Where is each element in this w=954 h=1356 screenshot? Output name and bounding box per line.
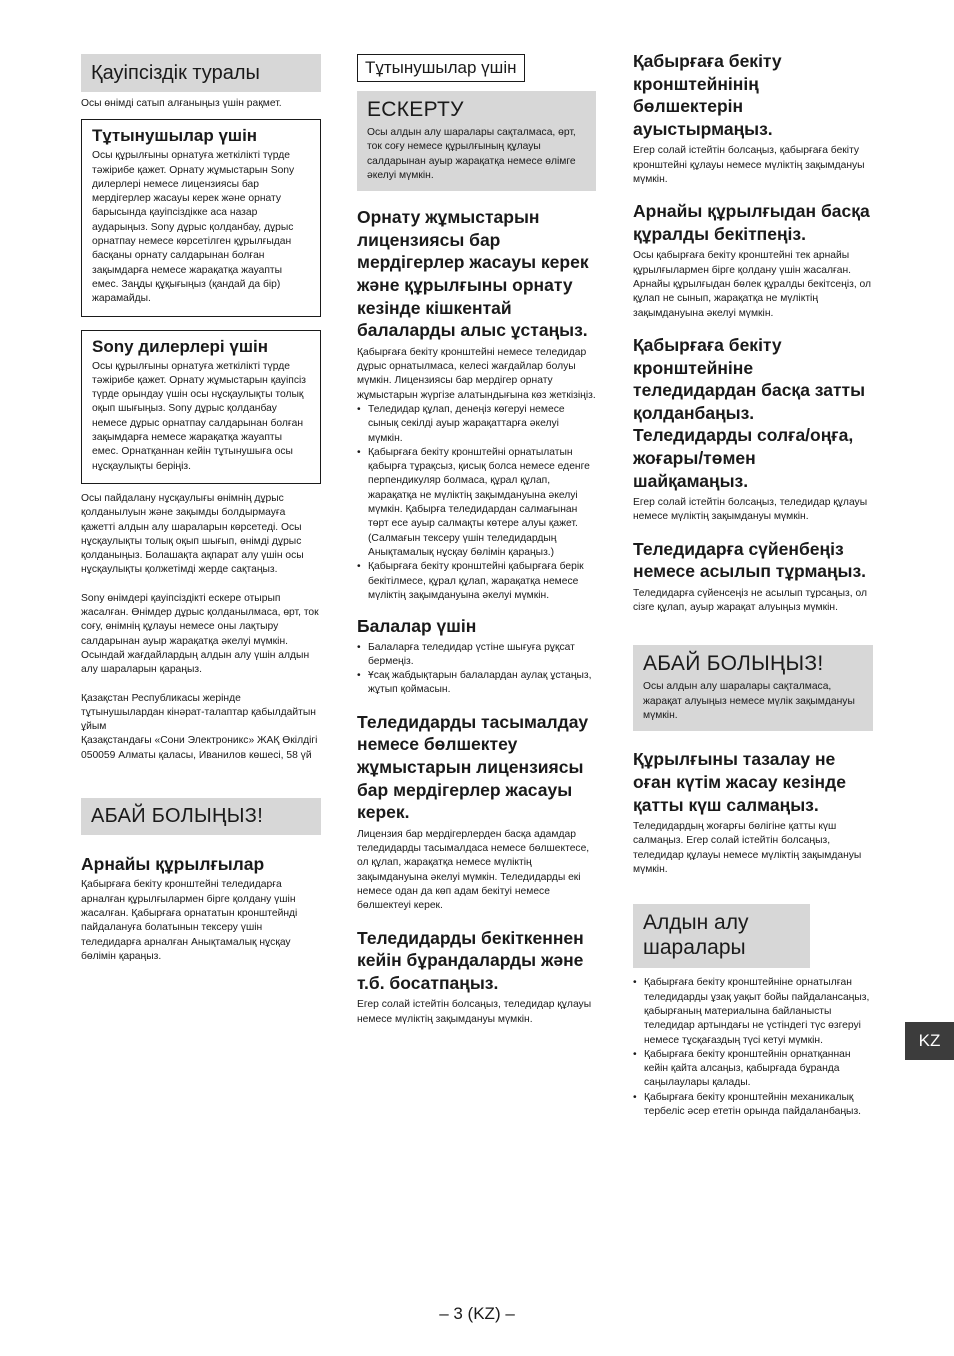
cleaning-title: Құрылғыны тазалау не оған күтім жасау кезінде қатты күш салмаңыз. [633,749,846,815]
safety-paragraph: Sony өнімдері қауіпсіздікті ескере отырып жасалған. Өнімдер дұрыс қолданылмаса, өрт, ток соғу, өнімнің құлауы немесе оны лақтыру салдарынан ауыр жарақатқа әкелуі мүмкін. Осындай жағдайлардың алдын алу үшін алдын алу шараларын қараңыз. [81,592,319,676]
usage-title: Қабырғаға бекіту кронштейніне теледидардан басқа затты қолданбаңыз. Теледидарды солға/оңға, жоғары/төмен шайқамаңыз. [633,334,866,491]
intro-paragraph: Осы пайдалану нұсқаулығы өнімнің дұрыс қолданылуын және зақымды болдырмауға қажетті алдын алу шараларын көрсетеді. Осы нұсқаулықты толық оқып шығып, өнімді дұрыс қолданыңыз. Болашақта ақпарат алу үшін осы нұсқаулықты қолжетімді жерде сақтаңыз. [81,492,304,576]
customers-text: Осы құрылғыны орнатуға жеткілікті түрде тәжірибе қажет. Орнату жұмыстарын Sony дилерлері немесе лицензиясы бар мердігерлер жасауы керек және орнату барысында қауіпсіздікке аса назар аударыңыз. Sony дұрыс қолданбау, дұрыс орнатпау немесе көрсетілген құрылғыдан басқаны орнату салдарынан болған зақымдарға немесе жарақатқа жауапты емес. Заңды құқығыңыз (қандай да бір) жарамайды. [92,150,295,305]
language-tab: KZ [905,1022,954,1060]
customers-title: Тұтынушылар үшін [92,126,258,146]
address-line-2: Қазақстандағы «Сони Электроникс» ЖАҚ Өкілдігі [81,735,318,747]
address-line-3: 050059 Алматы қаласы, Иванилов көшесі, 58 үй [81,749,312,761]
lean-text: Теледидарға сүйенсеңіз не асылып тұрсаңыз, ол сізге құлап, ауыр жарақат алуыңыз мүмкін. [633,587,867,614]
list-item: • Қабырғаға бекіту кронштейні орнатылатын қабырға тұрақсыз, қисық болса немесе еденге перпендикуляр болмаса, құрал құлап, жарақатқа не мүліктің зақымдануына әкелуі мүмкін. Қабырға теледидардан салмағынан төрт есе ауыр салмақты көтере алуы қажет. (Салмағын тексеру үшін теледидардың Анықтамалық нұсқау бөлімін қараңыз.) [357,446,596,560]
children-bullets [357,641,596,698]
parts-title: Қабырғаға бекіту кронштейнінің бөлшектерін ауыстырмаңыз. [633,51,782,139]
list-item: • Теледидар құлап, денеңіз көгеруі немесе сынық секілді ауыр жарақаттарға әкелуі мүмкін. [357,403,596,446]
dealers-text: Осы құрылғыны орнатуға жеткілікті түрде тәжірибе қажет. Орнату жұмыстарын қауіпсіз түрде орындау үшін осы нұсқаулықты толық оқып шығыңыз. Sony дұрыс қолданбау немесе дұрыс орнатпау салдарынан болған зақымдарға немесе жарақатқа жауапты емес. Орнатқаннан кейін тұтынушыға осы нұсқаулықты беріңіз. [92,360,306,472]
warning-text: Осы алдын алу шаралары сақталмаса, өрт, ток соғу немесе құрылғының құлауы салдарынан ауыр жарақатқа немесе өлімге әкелуі мүмкін. [367,127,576,181]
install-title: Орнату жұмыстарын лицензиясы бар мердігерлер жасауы керек және құрылғыны орнату кезінде кішкентай балаларды алыс ұстаңыз. [357,207,589,341]
customers-box [81,119,321,316]
parts-text: Егер солай істейтін болсаңыз, қабырғаға бекіту кронштейні құлауы немесе мүліктің зақымдануы мүмкін. [633,145,865,185]
precautions-title: Алдын алу шаралары [633,904,810,968]
caution-title-left: АБАЙ БОЛЫҢЫЗ! [81,798,321,835]
list-item: • Ұсақ жабдықтарын балалардан аулақ ұстаңыз, жұтып қоймасын. [357,669,596,698]
thanks-text: Осы өнімді сатып алғаныңыз үшін рақмет. [81,98,282,109]
install-bullets [357,403,596,603]
warning-title: ЕСКЕРТУ [367,98,464,121]
customers-tag: Тұтынушылар үшін [357,54,525,82]
caution-text-right: Осы алдын алу шаралары сақталмаса, жарақат алуыңыз немесе мүлік зақымдануы мүмкін. [643,681,855,722]
dealers-title: Sony дилерлері үшін [92,336,268,356]
special-devices-text: Қабырғаға бекіту кронштейні теледидарға арналған құрылғылармен бірге қолдану үшін жасалған. Қабырғаға орнататын кронштейнді пайдалануға болатынын тексеру үшін теледидарға арналған Анықтамалық нұсқау бөлімін қараңыз. [81,879,298,962]
screws-text: Егер солай істейтін болсаңыз, теледидар құлауы немесе мүліктің зақымдануы мүмкін. [357,999,592,1025]
special-devices-title: Арнайы құрылғылар [81,853,265,874]
list-item: • Қабырғаға бекіту кронштейнін орнатқаннан кейін қайта алсаңыз, қабырғада бұранда саңылаулары қалады. [633,1048,873,1091]
install-text: Қабырғаға бекіту кронштейні немесе теледидар дұрыс орнатылмаса, келесі жағдайлар болуы мүмкін. Лицензиясы бар мердігер орнату жұмыстарын жүргізе алатындығына көз жеткізіңіз. [357,346,596,401]
cleaning-text: Теледидардың жоғарғы бөлігіне қатты күш салмаңыз. Егер солай істейтін болсаңыз, теледидар құлауы немесе мүліктің зақымдануы мүмкін. [633,821,862,876]
list-item: • Балаларға теледидар үстіне шығуға рұқсат бермеңіз. [357,641,596,670]
other-device-text: Осы қабырғаға бекіту кронштейні тек арнайы құрылғылармен бірге қолдану үшін жасалған. Арнайы құрылғыдан бөлек құралды бекітсеңіз, ол құлап не сынып, жарақатқа не мүліктің зақымдануына әкелуі мүмкін. [633,250,872,319]
page-number: – 3 (KZ) – [439,1304,515,1323]
children-title: Балалар үшін [357,616,477,637]
list-item: • Қабырғаға бекіту кронштейні қабырғаға берік бекітілмесе, құрал құлап, жарақатқа немесе мүліктің зақымдануына әкелуі мүмкін. [357,560,596,603]
warning-box [357,91,596,191]
precautions-bullets [633,976,873,1119]
transport-text: Лицензия бар мердігерлерден басқа адамдар теледидарды тасымалдаса немесе бөлшектесе, ол құлап, жарақатқа немесе мүліктің зақымдануына әкелуі мүмкін. Теледидарды екі немесе одан да көп адам бекітуі немесе бөлшектеуі керек. [357,828,590,912]
dealers-box [81,330,321,484]
transport-title: Теледидарды тасымалдау немесе бөлшектеу жұмыстарын лицензиясы бар мердігерлер жасауы керек. [357,711,589,823]
list-item: • Қабырғаға бекіту кронштейніне орнатылған теледидарды ұзақ уақыт бойы пайдалансаңыз, қабырғаның материалына байланысты теледидар артындағы не үстіндегі түс өзгеруі немесе тұсқағаздың түсі кетуі мүмкін. [633,976,873,1047]
column-1 [81,54,321,964]
screws-title: Теледидарды бекіткеннен кейін бұрандаларды және т.б. босатпаңыз. [357,927,584,993]
column-3 [633,50,873,1119]
usage-text: Егер солай істейтін болсаңыз, теледидар құлауы немесе мүліктің зақымдануы мүмкін. [633,497,868,523]
caution-box-right [633,645,873,731]
section-title-safety: Қауіпсіздік туралы [81,54,321,92]
lean-title: Теледидарға сүйенбеңіз немесе асылып тұрмаңыз. [633,538,867,582]
list-item: • Қабырғаға бекіту кронштейнін механикалық тербеліс әсер ететін орында пайдаланбаңыз. [633,1091,873,1120]
column-2 [357,54,596,1027]
caution-title-right: АБАЙ БОЛЫҢЫЗ! [643,652,824,676]
other-device-title: Арнайы құрылғыдан басқа құралды бекітпеңіз. [633,201,870,244]
address-line-1: Қазақстан Республикасы жерінде тұтынушылардан кінәрат-талаптар қабылдайтын ұйым [81,692,316,733]
